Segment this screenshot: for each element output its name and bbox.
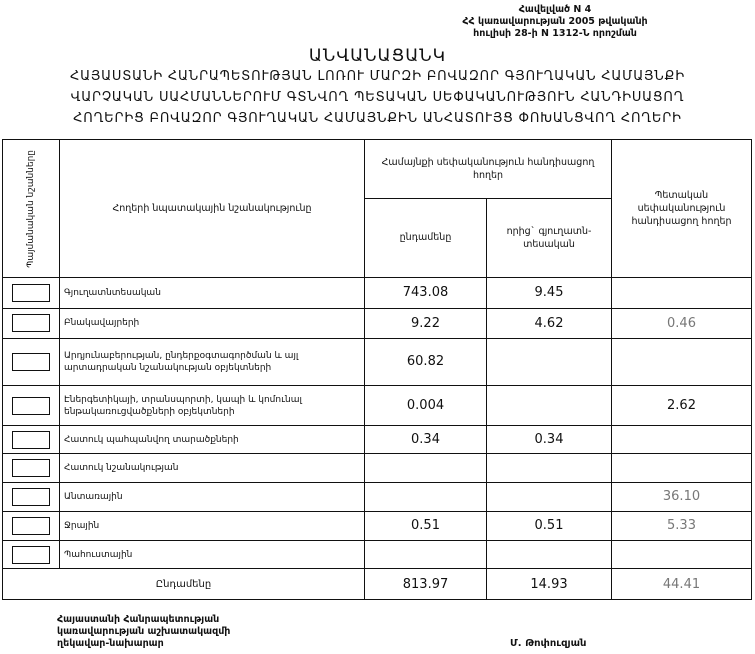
code-cell — [3, 339, 60, 386]
row-state: 0.46 — [612, 308, 752, 338]
subtitle-line-2: ՎԱՐՉԱԿԱՆ ՍԱՀՄԱՆՆԵՐՈՒՄ ԳՏՆՎՈՂ ՊԵՏԱԿԱՆ ՍԵՓԱԿԱՆՈՒԹՅՈՒՆ ՀԱՆԴԻՍԱՑՈՂ — [70, 90, 685, 105]
row-name: Հատուկ պահպանվող տարածքների — [60, 426, 365, 453]
signature-block — [57, 614, 230, 650]
code-box — [12, 546, 50, 564]
row-total: 0.004 — [365, 385, 487, 426]
code-box — [12, 314, 50, 332]
table-row — [3, 385, 752, 426]
row-name: Պահուստային — [60, 541, 365, 569]
table-row — [3, 339, 752, 386]
subtitle-line-1: ՀԱՅԱՍՏԱՆԻ ՀԱՆՐԱՊԵՏՈՒԹՅԱՆ ԼՈՌՈՒ ՄԱՐԶԻ ԲՈՎԱԶՈՐ ԳՅՈՒՂԱԿԱՆ ՀԱՄԱՅՆՔԻ — [70, 69, 685, 84]
table-row — [3, 278, 752, 308]
row-state — [612, 453, 752, 482]
annex-line-1: Հավելված N 4 — [518, 4, 592, 15]
row-agri — [487, 385, 612, 426]
code-cell — [3, 483, 60, 511]
table-row — [3, 426, 752, 453]
code-cell — [3, 453, 60, 482]
row-name: Անտառային — [60, 483, 365, 511]
row-total: 60.82 — [365, 339, 487, 386]
row-agri: 0.51 — [487, 511, 612, 540]
header-code — [3, 140, 60, 278]
signer-name: Մ. Թոփուզյան — [510, 638, 587, 649]
code-cell — [3, 541, 60, 569]
row-name: Էներգետիկայի, տրանսպորտի, կապի և կոմունալ ենթակառուցվածքների օբյեկտների — [60, 385, 365, 426]
header-total: ընդամենը — [365, 198, 487, 277]
header-code-label: Պայմանական նշանները — [25, 149, 36, 268]
total-state: 44.41 — [612, 569, 752, 600]
code-cell — [3, 308, 60, 338]
row-name: Ջրային — [60, 511, 365, 540]
table-row — [3, 453, 752, 482]
document-subtitle — [6, 66, 749, 129]
row-total: 743.08 — [365, 278, 487, 308]
total-total: 813.97 — [365, 569, 487, 600]
row-state — [612, 426, 752, 453]
annex-note — [400, 4, 710, 40]
row-agri — [487, 541, 612, 569]
code-box — [12, 517, 50, 535]
header-name: Հողերի նպատակային նշանակությունը — [60, 140, 365, 278]
row-name: Արդյունաբերության, ընդերքօգտագործման և այլ արտադրական նշանակության օբյեկտների — [60, 339, 365, 386]
code-box — [12, 459, 50, 477]
header-agri: որից` գյուղատն- տեսական — [487, 198, 612, 277]
code-box — [12, 397, 50, 415]
code-cell — [3, 385, 60, 426]
row-agri — [487, 483, 612, 511]
footer-line-2: կառավարության աշխատակազմի — [57, 626, 231, 637]
code-cell — [3, 511, 60, 540]
row-agri: 0.34 — [487, 426, 612, 453]
row-total: 0.34 — [365, 426, 487, 453]
table-row — [3, 511, 752, 540]
row-state: 36.10 — [612, 483, 752, 511]
row-state — [612, 339, 752, 386]
code-box — [12, 284, 50, 302]
row-state: 5.33 — [612, 511, 752, 540]
row-total — [365, 453, 487, 482]
code-box — [12, 431, 50, 449]
row-state: 2.62 — [612, 385, 752, 426]
row-agri — [487, 339, 612, 386]
total-label: Ընդամենը — [3, 569, 365, 600]
row-total — [365, 541, 487, 569]
subtitle-line-3: ՀՈՂԵՐԻՑ ԲՈՎԱԶՈՐ ԳՅՈՒՂԱԿԱՆ ՀԱՄԱՅՆՔԻՆ ԱՆՀԱՏՈՒՅՑ ՓՈԽԱՆՑՎՈՂ ՀՈՂԵՐԻ — [73, 111, 682, 126]
annex-line-3: հուլիսի 28-ի N 1312-Ն որոշման — [473, 28, 637, 39]
header-state: Պետական սեփականություն հանդիսացող հողեր — [612, 140, 752, 278]
document-title: ԱՆՎԱՆԱՑԱՆԿ — [308, 46, 447, 66]
row-total: 9.22 — [365, 308, 487, 338]
land-table — [2, 139, 752, 600]
table-row — [3, 308, 752, 338]
row-state — [612, 541, 752, 569]
header-community: Համայնքի սեփականություն հանդիսացող հողեր — [365, 140, 612, 199]
footer-line-1: Հայաստանի Հանրապետության — [57, 614, 220, 625]
row-agri: 4.62 — [487, 308, 612, 338]
row-name: Գյուղատնտեսական — [60, 278, 365, 308]
row-agri — [487, 453, 612, 482]
row-name: Բնակավայրերի — [60, 308, 365, 338]
code-box — [12, 353, 50, 371]
table-row — [3, 483, 752, 511]
code-cell — [3, 278, 60, 308]
row-total: 0.51 — [365, 511, 487, 540]
row-name: Հատուկ նշանակության — [60, 453, 365, 482]
row-total — [365, 483, 487, 511]
row-state — [612, 278, 752, 308]
total-row — [3, 569, 752, 600]
annex-line-2: ՀՀ կառավարության 2005 թվականի — [462, 16, 648, 27]
table-row — [3, 541, 752, 569]
code-cell — [3, 426, 60, 453]
footer-line-3: ղեկավար-նախարար — [57, 638, 164, 649]
code-box — [12, 488, 50, 506]
total-agri: 14.93 — [487, 569, 612, 600]
row-agri: 9.45 — [487, 278, 612, 308]
